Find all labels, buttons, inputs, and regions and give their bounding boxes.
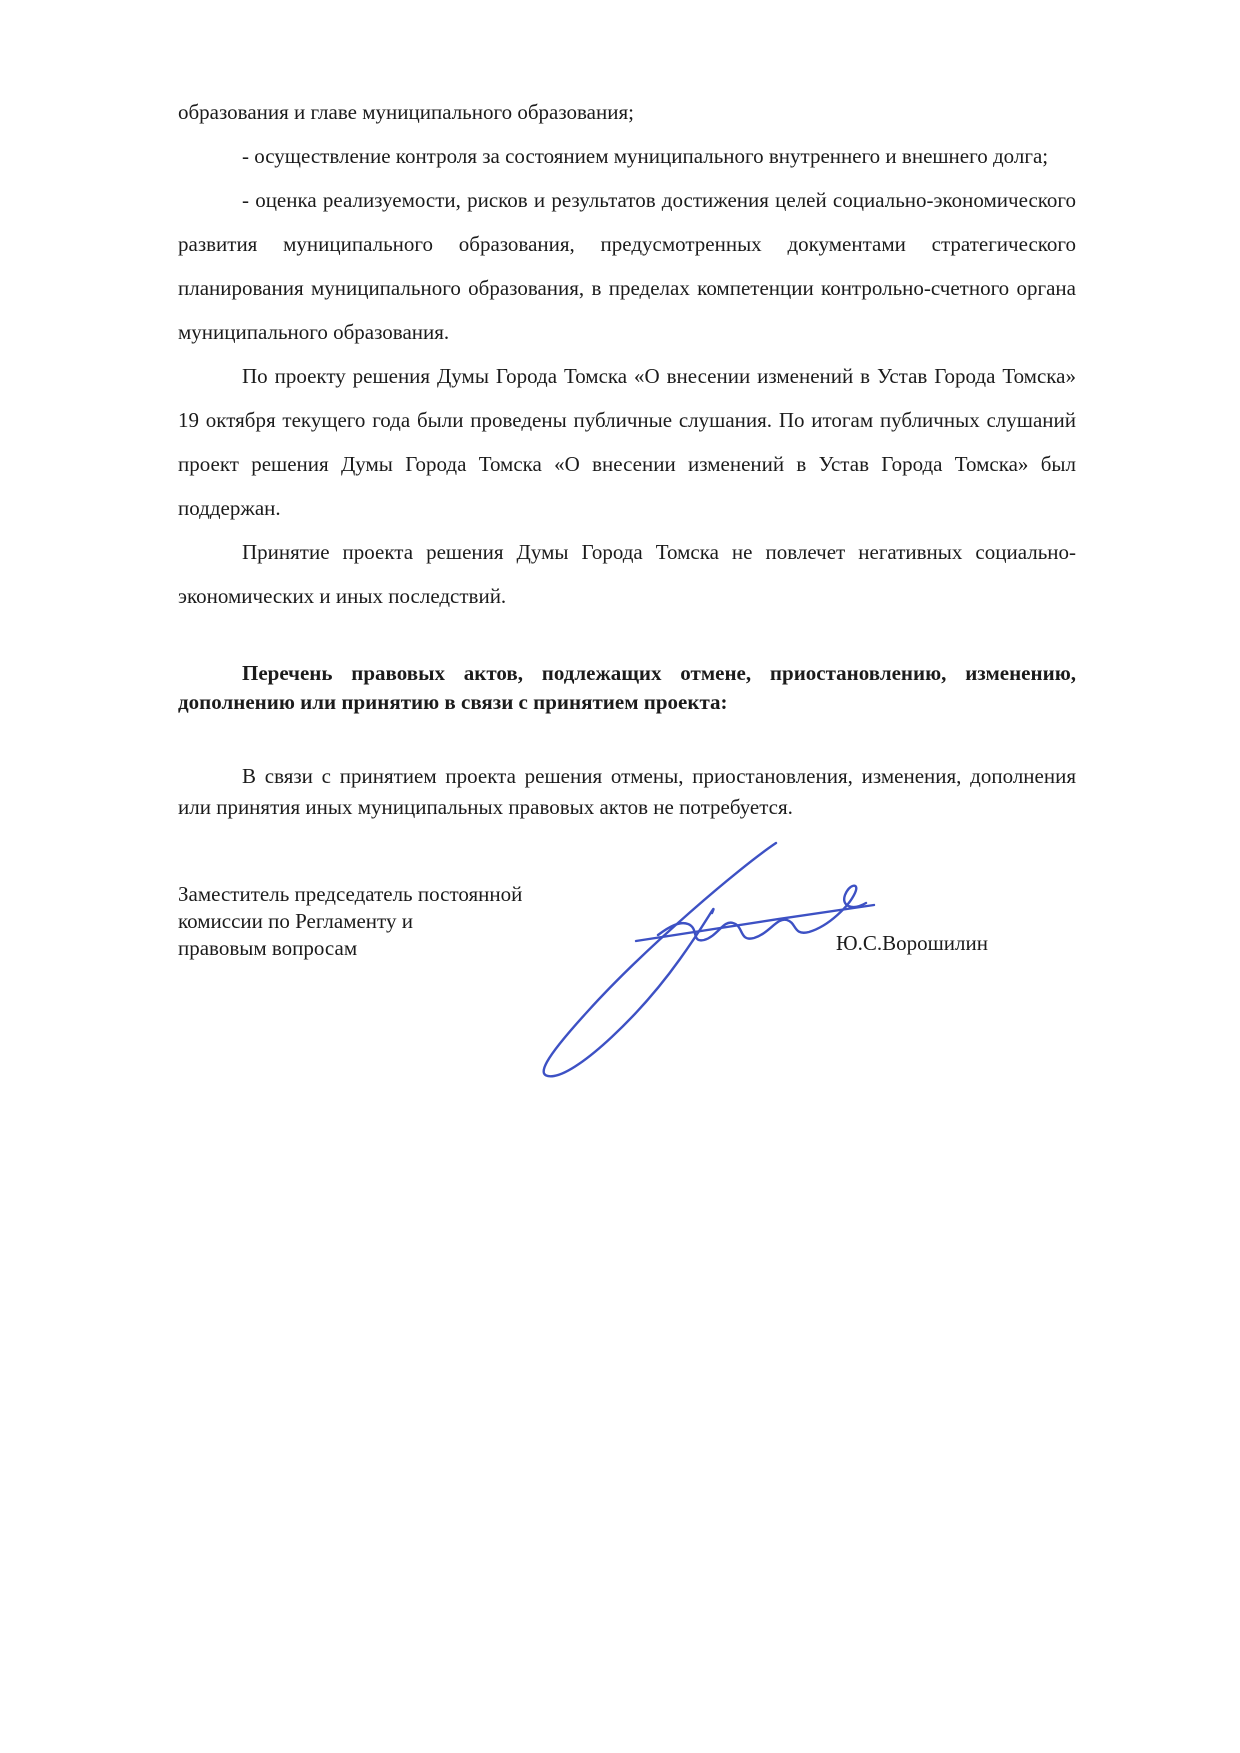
handwritten-signature-icon — [518, 833, 898, 1093]
position-title-line: правовым вопросам — [178, 936, 358, 960]
position-title-line: комиссии по Регламенту и — [178, 909, 413, 933]
paragraph: - осуществление контроля за состоянием муниципального внутреннего и внешнего долга; — [242, 144, 1049, 168]
paragraph: - оценка реализуемости, рисков и результатов достижения целей социально-экономического развития муниципального образования, предусмотренных документами стратегического планирования муниципального образования, в пределах компетенции контрольно-счетного органа муниципального образования. — [178, 188, 1076, 344]
signature-block — [178, 881, 1076, 1181]
section-heading: Перечень правовых актов, подлежащих отмене, приостановлению, изменению, дополнению или принятию в связи с принятием проекта: — [178, 661, 1076, 714]
paragraph: Принятие проекта решения Думы Города Томска не повлечет негативных социально-экономических и иных последствий. — [178, 540, 1076, 608]
paragraph: образования и главе муниципального образования; — [178, 100, 634, 124]
signer-name: Ю.С.Ворошилин — [836, 931, 988, 955]
paragraph: По проекту решения Думы Города Томска «О внесении изменений в Устав Города Томска» 19 октября текущего года были проведены публичные слушания. По итогам публичных слушаний проект решения Думы Города Томска «О внесении изменений в Устав Города Томска» был поддержан. — [178, 364, 1076, 520]
signer-position-title — [178, 881, 568, 962]
position-title-line: Заместитель председатель постоянной — [178, 882, 523, 906]
closing-paragraph: В связи с принятием проекта решения отмены, приостановления, изменения, дополнения или принятия иных муниципальных правовых актов не потребуется. — [178, 764, 1076, 819]
